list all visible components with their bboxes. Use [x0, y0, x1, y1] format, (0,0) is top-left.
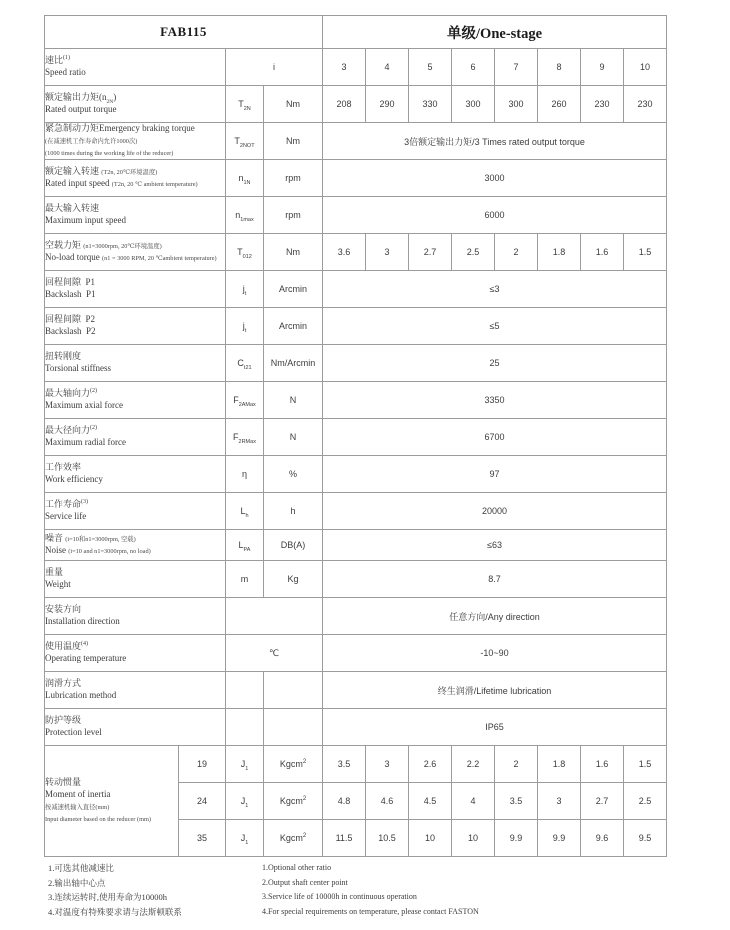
value-cell: 1.8	[538, 234, 581, 271]
spec-row-maximum-radial-force	[45, 419, 667, 456]
symbol-cell: $T_{2NOT}$	[226, 123, 264, 160]
unit-cell: Nm/Arcmin	[264, 345, 323, 382]
value-cell: 10	[409, 820, 452, 857]
spec-row-protection-level	[45, 709, 667, 746]
spec-row-backlash-p2	[45, 308, 667, 345]
diameter-cell: 35	[179, 820, 226, 857]
footnotes-zh	[48, 861, 262, 919]
value-span-cell: 25	[323, 345, 667, 382]
footnote-en-2: 2.Output shaft center point	[262, 877, 348, 887]
stage-title: 单级/One-stage	[323, 16, 667, 49]
symbol-cell: $j_t$	[226, 308, 264, 345]
value-cell: 5	[409, 49, 452, 86]
row-label-rated-input-speed: 额定输入转速 (T2n, 20℃环境温度) Rated input speed (T2n, 20 ℃ ambient temperature)	[45, 160, 226, 197]
row-label-no-load-torque: 空载力矩 (n1=3000rpm, 20℃环境温度) No-load torque (n1 = 3000 RPM, 20 ℃ambient temperature)	[45, 234, 226, 271]
spec-row-service-life	[45, 493, 667, 530]
value-span-cell: ≤63	[323, 530, 667, 561]
symbol-cell	[226, 672, 264, 709]
value-cell: 208	[323, 86, 366, 123]
value-cell: 1.8	[538, 746, 581, 783]
symbol-cell	[226, 709, 264, 746]
unit-cell: Arcmin	[264, 308, 323, 345]
model-title: FAB115	[45, 16, 323, 49]
value-cell: 9.5	[624, 820, 667, 857]
value-cell: 6	[452, 49, 495, 86]
row-label-maximum-radial-force: 最大径向力$^{(2)}$ Maximum radial force	[45, 419, 226, 456]
diameter-cell: 24	[179, 783, 226, 820]
footnote-zh-2: 2.输出轴中心点	[48, 877, 106, 888]
symbol-unit-cell: i	[226, 49, 323, 86]
value-cell: 9.6	[581, 820, 624, 857]
spec-row-lubrication-method	[45, 672, 667, 709]
value-span-cell: ≤5	[323, 308, 667, 345]
row-label-rated-output-torque: 额定输出力矩$(n_{2N})$ Rated output torque	[45, 86, 226, 123]
spec-table	[44, 15, 667, 857]
footnote-en-4: 4.For special requirements on temperature, please contact FASTON	[262, 906, 479, 916]
value-cell: 9.9	[538, 820, 581, 857]
value-cell: 3.5	[495, 783, 538, 820]
spec-row-maximum-input-speed	[45, 197, 667, 234]
symbol-cell: $T_{2N}$	[226, 86, 264, 123]
value-cell: 290	[366, 86, 409, 123]
spec-row-no-load-torque	[45, 234, 667, 271]
row-label-moment-of-inertia: 转动惯量 Moment of inertia 按减速机输入直径(mm) Input diameter based on the reducer (mm)	[45, 746, 179, 857]
unit-cell: Kgcm$^2$	[264, 783, 323, 820]
value-cell: 1.5	[624, 746, 667, 783]
value-cell: 3	[366, 234, 409, 271]
footnotes-en	[262, 861, 479, 919]
spec-row-operating-temperature	[45, 635, 667, 672]
symbol-cell: $T_{012}$	[226, 234, 264, 271]
value-cell: 4.5	[409, 783, 452, 820]
footnote-zh-3: 3.连续运转时,使用寿命为10000h	[48, 892, 168, 902]
value-span-cell: 6000	[323, 197, 667, 234]
row-label-emergency-braking-torque: 紧急制动力矩Emergency braking torque (在减速机工作寿命内允许1000次) (1000 times during the working life of the reducer)	[45, 123, 226, 160]
row-label-protection-level: 防护等级 Protection level	[45, 709, 226, 746]
diameter-cell: 19	[179, 746, 226, 783]
spec-row-backlash-p1	[45, 271, 667, 308]
row-label-operating-temperature: 使用温度$^{(4)}$ Operating temperature	[45, 635, 226, 672]
unit-cell: Kg	[264, 561, 323, 598]
value-cell: 1.6	[581, 234, 624, 271]
value-cell: 300	[452, 86, 495, 123]
value-cell: 9.9	[495, 820, 538, 857]
symbol-cell: $j_t$	[226, 271, 264, 308]
row-label-work-efficiency: 工作效率 Work efficiency	[45, 456, 226, 493]
row-label-installation-direction: 安装方向 Installation direction	[45, 598, 226, 635]
inertia-row-19	[45, 746, 667, 783]
spec-row-installation-direction	[45, 598, 667, 635]
value-cell: 2.7	[581, 783, 624, 820]
value-cell: 10	[624, 49, 667, 86]
symbol-cell: $C_{t21}$	[226, 345, 264, 382]
row-label-noise: 噪音 (i=10和n1=3000rpm, 空载) Noise (i=10 and n1=3000rpm, no load)	[45, 530, 226, 561]
footnotes	[48, 861, 479, 919]
spec-row-work-efficiency	[45, 456, 667, 493]
row-label-backlash-p2: 回程间隙 P2 Backslash P2	[45, 308, 226, 345]
value-span-cell: 8.7	[323, 561, 667, 598]
spec-row-torsional-stiffness	[45, 345, 667, 382]
unit-cell: DB(A)	[264, 530, 323, 561]
row-label-lubrication-method: 润滑方式 Lubrication method	[45, 672, 226, 709]
symbol-cell: $L_{PA}$	[226, 530, 264, 561]
value-span-cell: ≤3	[323, 271, 667, 308]
unit-cell: N	[264, 382, 323, 419]
row-label-maximum-axial-force: 最大轴向力$^{(2)}$ Maximum axial force	[45, 382, 226, 419]
value-cell: 11.5	[323, 820, 366, 857]
symbol-unit-cell	[226, 598, 323, 635]
symbol-cell: $L_h$	[226, 493, 264, 530]
footnote-zh-1: 1.可选其他减速比	[48, 863, 114, 873]
unit-cell: rpm	[264, 197, 323, 234]
value-cell: 230	[624, 86, 667, 123]
symbol-cell: η	[226, 456, 264, 493]
spec-row-rated-output-torque	[45, 86, 667, 123]
unit-cell: Arcmin	[264, 271, 323, 308]
unit-cell: Nm	[264, 86, 323, 123]
value-span-cell: 6700	[323, 419, 667, 456]
footnote-en-1: 1.Optional other ratio	[262, 863, 332, 872]
value-cell: 3.6	[323, 234, 366, 271]
unit-cell: h	[264, 493, 323, 530]
value-span-cell: 97	[323, 456, 667, 493]
symbol-unit-cell: ℃	[226, 635, 323, 672]
unit-cell: Nm	[264, 123, 323, 160]
value-cell: 2	[495, 746, 538, 783]
value-cell: 2	[495, 234, 538, 271]
footnote-en-3: 3.Service life of 10000h in continuous operation	[262, 892, 417, 901]
value-cell: 7	[495, 49, 538, 86]
value-cell: 2.2	[452, 746, 495, 783]
value-cell: 4.6	[366, 783, 409, 820]
value-cell: 2.6	[409, 746, 452, 783]
unit-cell	[264, 672, 323, 709]
value-span-cell: 任意方向/Any direction	[323, 598, 667, 635]
value-cell: 3	[538, 783, 581, 820]
unit-cell: Nm	[264, 234, 323, 271]
row-label-backlash-p1: 回程间隙 P1 Backslash P1	[45, 271, 226, 308]
value-cell: 4	[452, 783, 495, 820]
symbol-cell: $J_1$	[226, 746, 264, 783]
value-cell: 10	[452, 820, 495, 857]
unit-cell: Kgcm$^2$	[264, 820, 323, 857]
row-label-service-life: 工作寿命$^{(3)}$ Service life	[45, 493, 226, 530]
value-span-cell: 3倍额定输出力矩/3 Times rated output torque	[323, 123, 667, 160]
value-cell: 1.5	[624, 234, 667, 271]
value-cell: 230	[581, 86, 624, 123]
row-label-torsional-stiffness: 扭转刚度 Torsional stiffness	[45, 345, 226, 382]
header-row	[45, 16, 667, 49]
value-cell: 3	[366, 746, 409, 783]
value-span-cell: IP65	[323, 709, 667, 746]
value-cell: 3	[323, 49, 366, 86]
spec-row-maximum-axial-force	[45, 382, 667, 419]
unit-cell: N	[264, 419, 323, 456]
unit-cell	[264, 709, 323, 746]
value-cell: 4	[366, 49, 409, 86]
row-label-speed-ratio: 速比$^{(1)}$ Speed ratio	[45, 49, 226, 86]
value-span-cell: 3350	[323, 382, 667, 419]
unit-cell: rpm	[264, 160, 323, 197]
footnote-zh-4: 4.对温度有特殊要求请与法斯顿联系	[48, 906, 182, 917]
value-span-cell: 20000	[323, 493, 667, 530]
spec-row-emergency-braking-torque	[45, 123, 667, 160]
symbol-cell: $n_{1max}$	[226, 197, 264, 234]
spec-row-noise	[45, 530, 667, 561]
row-label-maximum-input-speed: 最大输入转速 Maximum input speed	[45, 197, 226, 234]
value-cell: 10.5	[366, 820, 409, 857]
spec-row-speed-ratio	[45, 49, 667, 86]
value-cell: 2.5	[624, 783, 667, 820]
spec-table-container	[44, 15, 667, 857]
spec-row-rated-input-speed	[45, 160, 667, 197]
value-cell: 330	[409, 86, 452, 123]
unit-cell: Kgcm$^2$	[264, 746, 323, 783]
symbol-cell: m	[226, 561, 264, 598]
value-span-cell: 终生润滑/Lifetime lubrication	[323, 672, 667, 709]
value-cell: 2.7	[409, 234, 452, 271]
spec-row-weight	[45, 561, 667, 598]
symbol-cell: $n_{1N}$	[226, 160, 264, 197]
unit-cell: %	[264, 456, 323, 493]
value-span-cell: 3000	[323, 160, 667, 197]
value-cell: 300	[495, 86, 538, 123]
value-cell: 8	[538, 49, 581, 86]
value-cell: 4.8	[323, 783, 366, 820]
value-cell: 2.5	[452, 234, 495, 271]
value-cell: 9	[581, 49, 624, 86]
symbol-cell: $J_1$	[226, 783, 264, 820]
symbol-cell: $J_1$	[226, 820, 264, 857]
symbol-cell: $F_{2RMax}$	[226, 419, 264, 456]
value-span-cell: -10~90	[323, 635, 667, 672]
row-label-weight: 重量 Weight	[45, 561, 226, 598]
symbol-cell: $F_{2AMax}$	[226, 382, 264, 419]
value-cell: 3.5	[323, 746, 366, 783]
value-cell: 260	[538, 86, 581, 123]
value-cell: 1.6	[581, 746, 624, 783]
